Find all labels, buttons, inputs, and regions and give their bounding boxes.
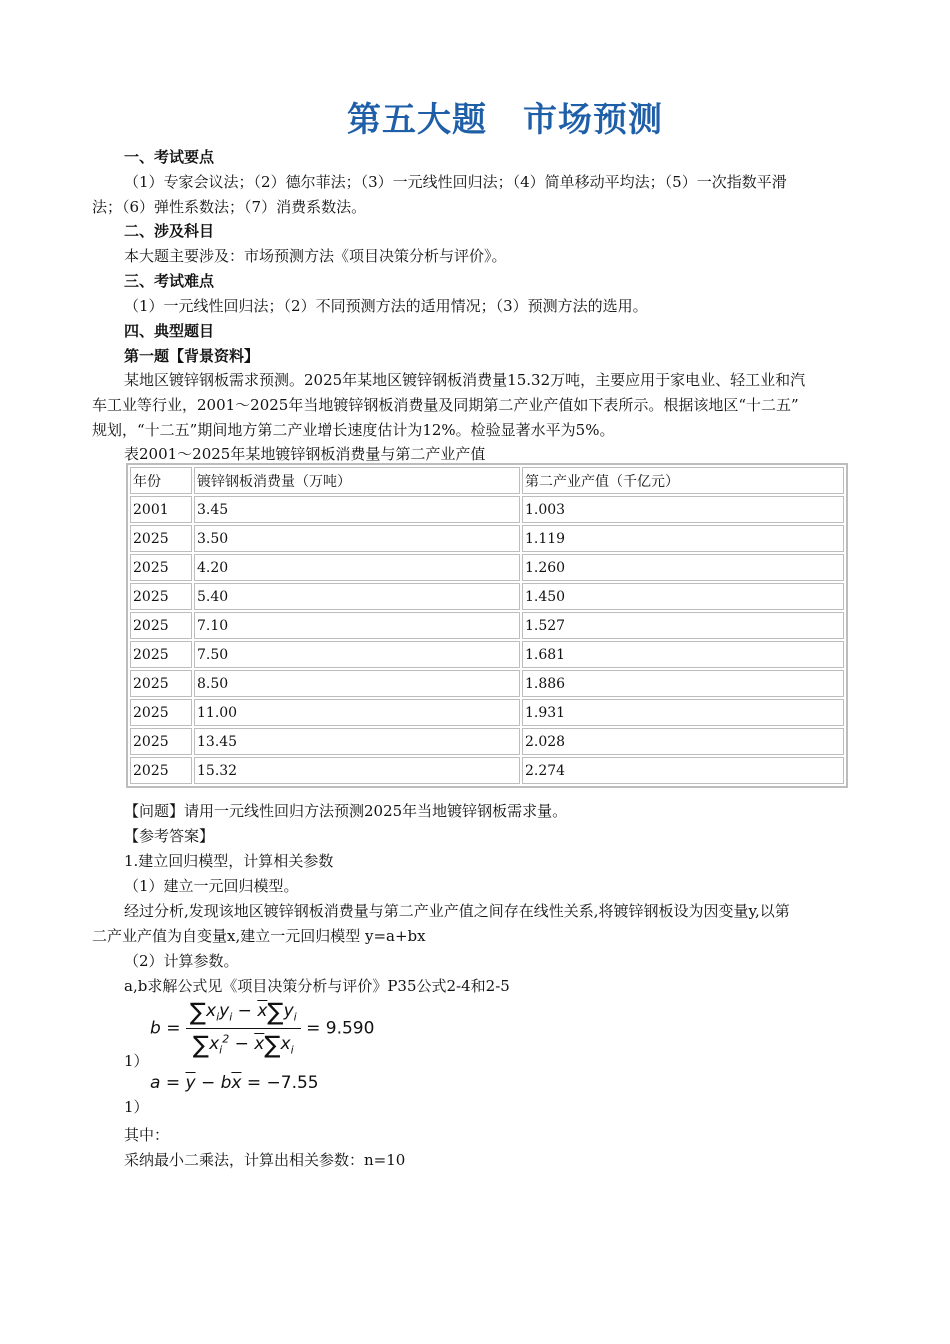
cell-consumption: 7.50 xyxy=(194,641,520,668)
cell-output: 2.028 xyxy=(522,728,844,755)
background-line-3: 规划，“十二五”期间地方第二产业增长速度估计为12%。检验显著水平为5%。 xyxy=(92,421,615,439)
cell-output: 1.931 xyxy=(522,699,844,726)
page-title: 第五大题 市场预测 xyxy=(347,100,663,140)
background-line-1: 某地区镀锌钢板需求预测。2025年某地区镀锌钢板消费量15.32万吨，主要应用于家电业、轻工业和汽 xyxy=(124,371,806,389)
cell-year: 2025 xyxy=(130,525,192,552)
cell-output: 1.119 xyxy=(522,525,844,552)
consumption-table xyxy=(126,463,848,788)
question-text: 【问题】请用一元线性回归方法预测2025年当地镀锌钢板需求量。 xyxy=(124,802,568,820)
analysis-line-1: 经过分析,发现该地区镀锌钢板消费量与第二产业产值之间存在线性关系,将镀锌钢板设为因变量y,以第 xyxy=(124,902,790,920)
step-1-1: （1）建立一元回归模型。 xyxy=(124,877,299,895)
table-row xyxy=(130,496,844,523)
question-1-heading: 第一题【背景资料】 xyxy=(124,347,260,365)
table-row xyxy=(130,699,844,726)
background-line-2: 车工业等行业，2001～2025年当地镀锌钢板消费量及同期第二产业产值如下表所示。根据该地区“十二五” xyxy=(92,396,799,414)
formula-a: $a = \overline{y} - b\overline{x} = -7.55$ xyxy=(150,1073,319,1093)
formula-b-label: 1） xyxy=(124,1052,149,1070)
step-1-2: （2）计算参数。 xyxy=(124,952,239,970)
reference-answer-heading: 【参考答案】 xyxy=(124,827,215,845)
cell-output: 1.450 xyxy=(522,583,844,610)
formula-b: b = $\frac{\sum x_iy_i - \overline{x}\sum y_i}{\sum x_i^2 - \overline{x}\sum x_i}$ = 9.590 xyxy=(150,998,375,1059)
cell-year: 2025 xyxy=(130,728,192,755)
analysis-line-2: 二产业产值为自变量x,建立一元回归模型 y=a+bx xyxy=(92,927,426,945)
cell-output: 1.681 xyxy=(522,641,844,668)
table-row xyxy=(130,728,844,755)
cell-year: 2025 xyxy=(130,554,192,581)
cell-output: 1.886 xyxy=(522,670,844,697)
cell-output: 1.527 xyxy=(522,612,844,639)
table-row xyxy=(130,525,844,552)
formula-note: a,b求解公式见《项目决策分析与评价》P35公式2-4和2-5 xyxy=(124,977,510,995)
table-row xyxy=(130,612,844,639)
section-heading-3: 三、考试难点 xyxy=(124,272,215,290)
section-heading-4: 四、典型题目 xyxy=(124,322,215,340)
cell-consumption: 8.50 xyxy=(194,670,520,697)
cell-year: 2025 xyxy=(130,583,192,610)
cell-consumption: 7.10 xyxy=(194,612,520,639)
where-label: 其中： xyxy=(124,1126,170,1144)
header-output: 第二产业产值（千亿元） xyxy=(522,467,844,494)
difficulties-line: （1）一元线性回归法；（2）不同预测方法的适用情况；（3）预测方法的选用。 xyxy=(124,297,648,315)
cell-consumption: 4.20 xyxy=(194,554,520,581)
formula-a-label: 1） xyxy=(124,1098,149,1116)
formula-b-fraction: $\frac{\sum x_iy_i - \overline{x}\sum y_i}{\sum x_i^2 - \overline{x}\sum x_i}$ xyxy=(186,998,301,1059)
table-header-row xyxy=(130,467,844,494)
least-squares-line: 采纳最小二乘法，计算出相关参数：n=10 xyxy=(124,1151,406,1169)
exam-points-line-1: （1）专家会议法；（2）德尔菲法；（3）一元线性回归法；（4）简单移动平均法；（5）一次指数平滑 xyxy=(124,173,787,191)
exam-points-line-2: 法；（6）弹性系数法；（7）消费系数法。 xyxy=(92,198,367,216)
cell-output: 1.260 xyxy=(522,554,844,581)
section-heading-1: 一、考试要点 xyxy=(124,148,215,166)
cell-consumption: 5.40 xyxy=(194,583,520,610)
table-row xyxy=(130,670,844,697)
cell-consumption: 15.32 xyxy=(194,757,520,784)
cell-year: 2025 xyxy=(130,670,192,697)
cell-consumption: 3.50 xyxy=(194,525,520,552)
cell-year: 2025 xyxy=(130,699,192,726)
cell-output: 2.274 xyxy=(522,757,844,784)
cell-year: 2025 xyxy=(130,641,192,668)
table-row xyxy=(130,641,844,668)
cell-year: 2025 xyxy=(130,757,192,784)
cell-year: 2001 xyxy=(130,496,192,523)
b-value: = 9.590 xyxy=(306,1018,375,1039)
cell-consumption: 3.45 xyxy=(194,496,520,523)
a-value: = −7.55 xyxy=(246,1073,319,1093)
table-row xyxy=(130,554,844,581)
section-heading-2: 二、涉及科目 xyxy=(124,222,215,240)
cell-consumption: 13.45 xyxy=(194,728,520,755)
table-caption: 表2001～2025年某地镀锌钢板消费量与第二产业产值 xyxy=(124,445,486,463)
header-year: 年份 xyxy=(130,467,192,494)
table-row xyxy=(130,583,844,610)
table-row xyxy=(130,757,844,784)
subjects-line: 本大题主要涉及：市场预测方法《项目决策分析与评价》。 xyxy=(124,247,507,265)
cell-consumption: 11.00 xyxy=(194,699,520,726)
step-1: 1.建立回归模型，计算相关参数 xyxy=(124,852,334,870)
cell-output: 1.003 xyxy=(522,496,844,523)
header-consumption: 镀锌钢板消费量（万吨） xyxy=(194,467,520,494)
cell-year: 2025 xyxy=(130,612,192,639)
